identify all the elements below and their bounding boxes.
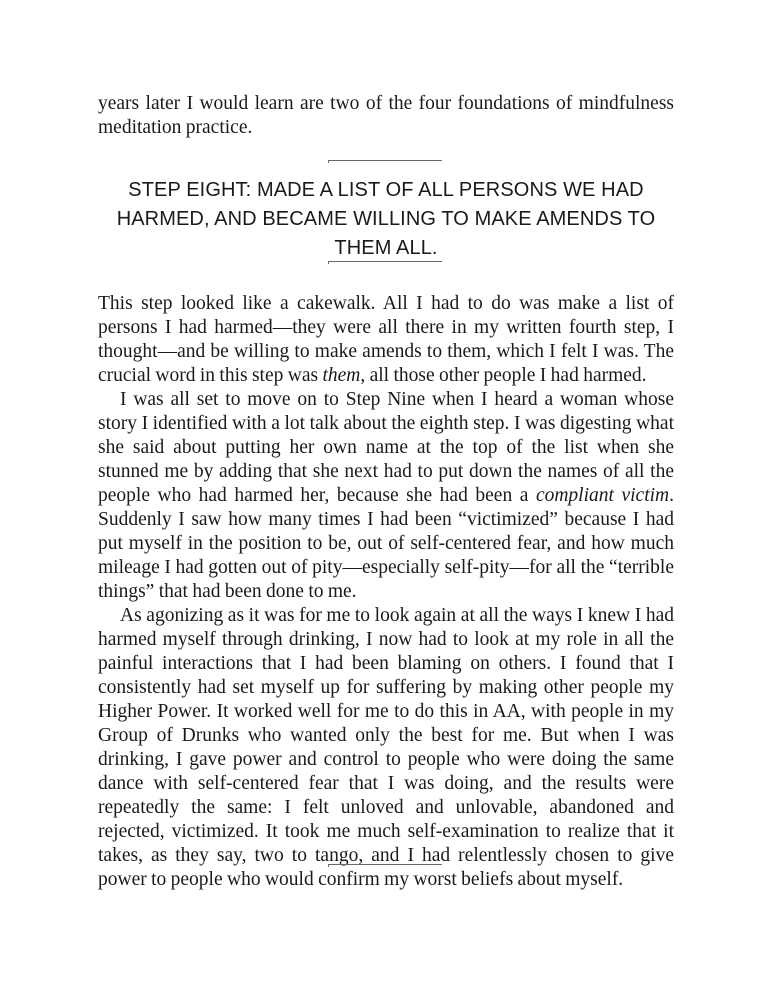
ornament-rule: [328, 160, 442, 161]
section-body: [98, 292, 674, 892]
lead-paragraph: years later I would learn are two of the four foundations of mindfulness meditation practice.: [98, 93, 674, 138]
ornament-tip: [328, 864, 329, 867]
section-ornament-bottom: [328, 259, 442, 265]
paragraph-2: [98, 388, 674, 604]
section-ornament-top: [328, 158, 442, 164]
paragraph-1-text-b: , all those other people I had harmed.: [360, 365, 647, 386]
paragraph-1-emphasis: them: [322, 365, 361, 386]
ornament-tip: [328, 261, 329, 264]
section-heading: STEP EIGHT: MADE A LIST OF ALL PERSONS WE HAD HARMED, AND BECAME WILLING TO MAKE AMENDS TO THEM ALL.: [116, 179, 656, 259]
paragraph-2-text-a: I was all set to move on to Step Nine when I heard a woman whose story I identified with a lot talk about the eighth step. I was digesting what she said about putting her own name at the top of the list when she stunned me by adding that she next had to put down the names of all the people who had harmed her, because she had been a: [98, 389, 674, 506]
lead-paragraph-block: [98, 92, 674, 140]
paragraph-3: As agonizing as it was for me to look again at all the ways I knew I had harmed myself through drinking, I now had to look at my role in all the painful interactions that I had been blaming on others. I found that I consistently had set myself up for suffering by making other people my Higher Power. It worked well for me to do this in AA, with people in my Group of Drunks who wanted only the best for me. But when I was drinking, I gave power and control to people who were doing the same dance with self-centered fear that I was doing, and the results were repeatedly the same: I felt unloved and unlovable, abandoned and rejected, victimized. It took me much self-examination to realize that it takes, as they say, two to tango, and I had relentlessly chosen to give power to people who would confirm my worst beliefs about myself.: [98, 605, 674, 890]
paragraph-2-emphasis: compliant victim: [535, 485, 670, 506]
ornament-rule: [328, 864, 442, 865]
paragraph-2-text-b: . Suddenly I saw how many times I had been “victimized” because I had put myself in the position to be, out of self-centered fear, and how much mileage I had gotten out of pity—especially self-pity—for all the “terrible things” that had been done to me.: [98, 485, 674, 602]
section-ornament-end: [328, 862, 442, 868]
ornament-tip: [328, 160, 329, 163]
paragraph-1: [98, 292, 674, 388]
ornament-rule: [328, 261, 442, 262]
paragraph-1-text-a: This step looked like a cakewalk. All I had to do was make a list of persons I had harmed—they were all there in my written fourth step, I thought—and be willing to make amends to them, which I felt I was. The crucial word in this step was: [98, 293, 674, 386]
